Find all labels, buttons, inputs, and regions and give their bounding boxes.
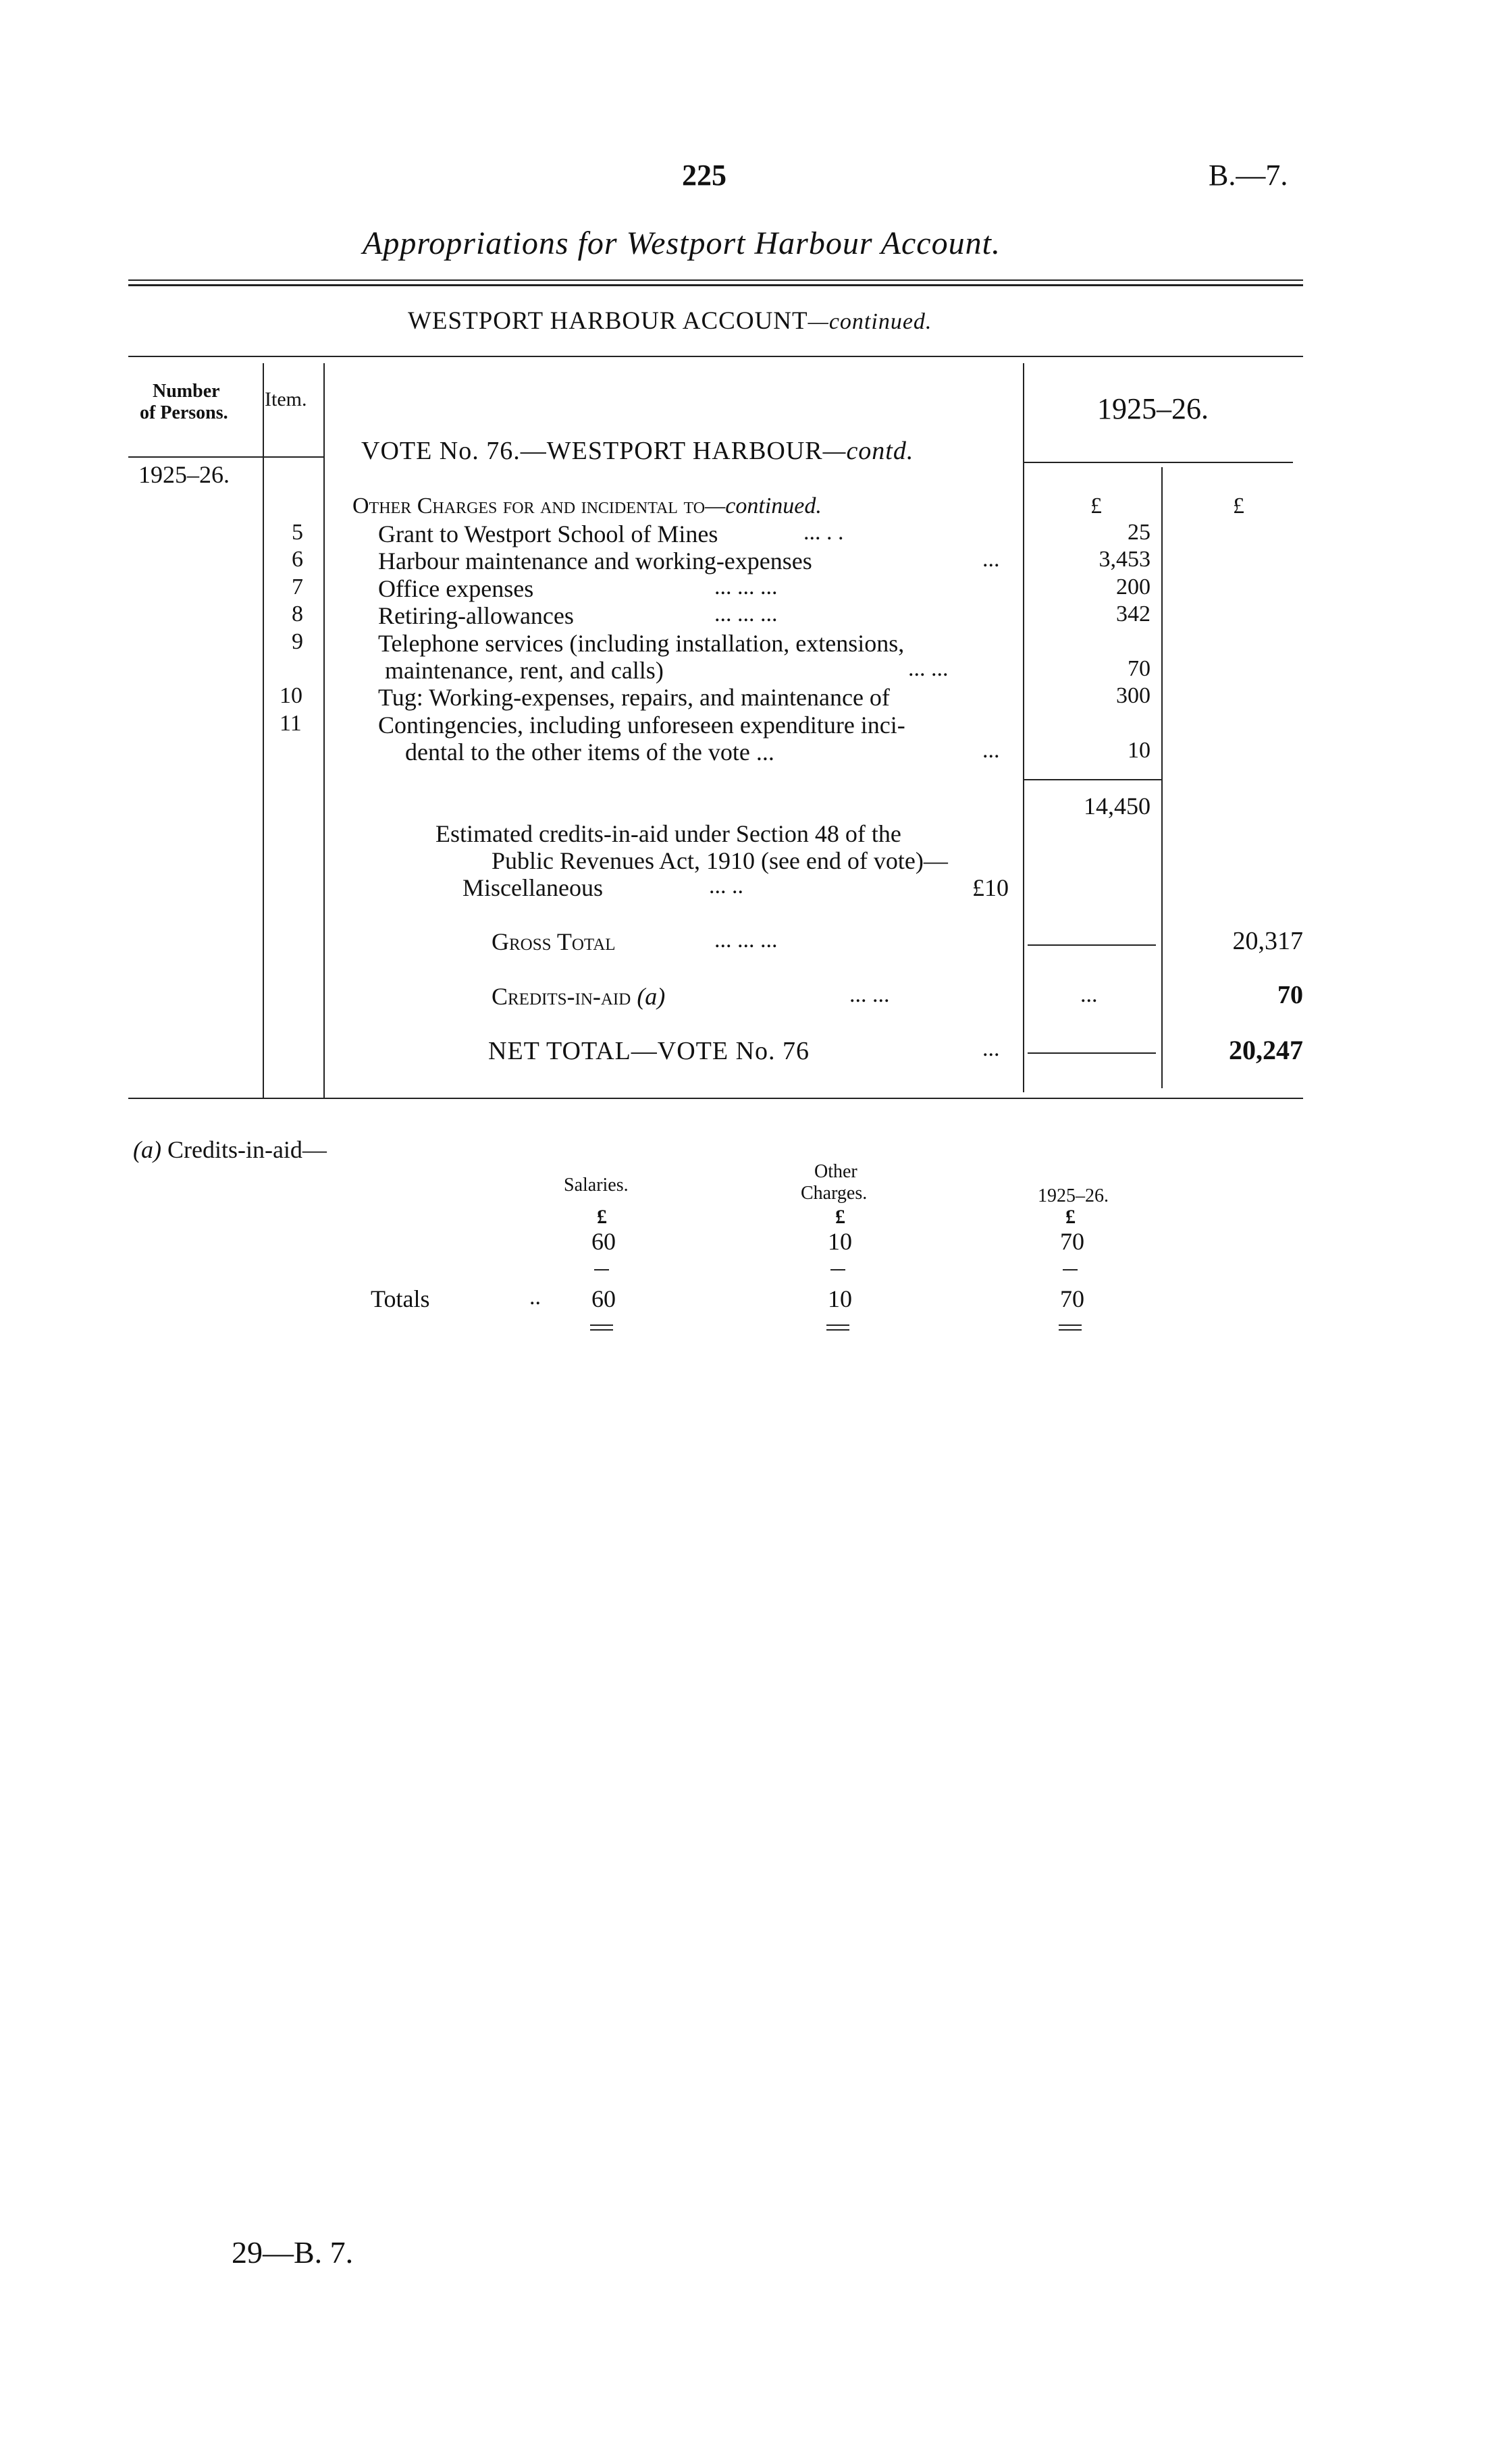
persons-year: 1925–26. [138, 461, 230, 488]
footnote-col-year: 1925–26. [1038, 1185, 1109, 1206]
item-description: Grant to Westport School of Mines [378, 520, 718, 547]
item-description: Telephone services (including installation, extensions, [378, 630, 905, 657]
account-subtitle [408, 306, 932, 336]
item-header-rule [263, 456, 323, 458]
vote-title [361, 436, 914, 466]
footnote-currency-year: £ [1065, 1206, 1076, 1228]
footnote-double-rule-other-b [826, 1329, 849, 1331]
item-number: 8 [292, 601, 303, 626]
footnote-value-salaries: 60 [591, 1228, 616, 1255]
col-header-persons-line1: Number [153, 381, 220, 402]
footnote-double-rule-year-a [1059, 1324, 1082, 1326]
footnote-col-salaries: Salaries. [564, 1175, 629, 1196]
page-title: Appropriations for Westport Harbour Account. [363, 225, 1001, 261]
item-amount: 342 [1116, 601, 1151, 626]
header-rule-thin [128, 279, 1303, 281]
col-header-persons-line2: of Persons. [140, 402, 228, 423]
credits-note-line2: Public Revenues Act, 1910 (see end of vote)— [492, 847, 948, 874]
net-total-value: 20,247 [1229, 1035, 1303, 1065]
gross-total-dash [1028, 944, 1156, 946]
item-amount: 25 [1128, 520, 1151, 545]
item-amount: 3,453 [1099, 547, 1151, 572]
dot-leader: ... ... [908, 656, 949, 681]
footnote-double-rule-salaries-a [590, 1324, 613, 1326]
gross-total-value: 20,317 [1232, 927, 1303, 955]
footnote-double-rule-year-b [1059, 1329, 1082, 1331]
item-number: 5 [292, 520, 303, 545]
persons-header-rule [128, 456, 263, 458]
item-description-continued: dental to the other items of the vote ... [405, 739, 774, 766]
footnote-rule-other [830, 1269, 845, 1270]
footnote-col-other-line1: Other [814, 1161, 857, 1182]
footnote-label [133, 1135, 327, 1164]
vote-title-suffix: —contd. [822, 437, 914, 465]
dot-leader: ... [982, 738, 1000, 763]
item-amount: 200 [1116, 574, 1151, 599]
item-description: Harbour maintenance and working-expenses [378, 547, 812, 574]
item-number: 10 [280, 683, 302, 708]
table-top-rule [128, 356, 1303, 357]
item-description: Office expenses [378, 575, 534, 602]
credits-in-aid-text: Credits-in-aid [492, 983, 631, 1010]
section-heading-main: Other Charges for and incidental to [352, 493, 706, 518]
footnote-text: Credits-in-aid— [167, 1136, 327, 1163]
currency-symbol-col2: £ [1233, 493, 1244, 518]
item-number: 11 [280, 711, 302, 736]
item-amount: 300 [1116, 683, 1151, 708]
footnote-currency-other: £ [835, 1206, 845, 1228]
dot-leader: ... ... ... [714, 601, 778, 626]
document-reference: B.—7. [1209, 159, 1288, 192]
footnote-col-other-line2: Charges. [801, 1183, 868, 1204]
credits-in-aid-col1: ... [1080, 982, 1098, 1007]
vote-title-main: VOTE No. 76.—WESTPORT HARBOUR [361, 437, 823, 465]
col-divider-desc [1023, 363, 1024, 1092]
item-number: 7 [292, 574, 303, 599]
credits-note-line1: Estimated credits-in-aid under Section 48 of the [435, 820, 901, 847]
footnote-total-salaries: 60 [591, 1285, 616, 1312]
item-description: Contingencies, including unforeseen expenditure inci- [378, 712, 905, 739]
footnote-double-rule-salaries-b [590, 1329, 613, 1331]
dot-leader: ... . . [803, 520, 844, 545]
item-number: 6 [292, 547, 303, 572]
item-amount: 70 [1128, 656, 1151, 681]
year-header-rule [1023, 462, 1293, 463]
item-number: 9 [292, 629, 303, 654]
table-bottom-rule [128, 1098, 1303, 1099]
col-divider-item [323, 363, 325, 1099]
gross-total-label: Gross Total [492, 928, 616, 955]
page-number: 225 [682, 159, 726, 192]
dot-leader: ... .. [709, 874, 743, 899]
item-description: Retiring-allowances [378, 602, 574, 629]
header-rule-thick [128, 284, 1303, 286]
footnote-currency-salaries: £ [597, 1206, 607, 1228]
dot-leader: ... ... ... [714, 928, 778, 953]
footnote-rule-salaries [594, 1269, 609, 1270]
net-total-label: NET TOTAL—VOTE No. 76 [488, 1037, 810, 1065]
footnote-totals-leader: .. [529, 1285, 541, 1310]
dot-leader: ... ... [849, 982, 890, 1007]
item-amount: 10 [1128, 738, 1151, 763]
signature-mark: 29—B. 7. [232, 2235, 354, 2270]
footnote-totals-label: Totals [371, 1285, 430, 1312]
footnote-total-year: 70 [1060, 1285, 1084, 1312]
dot-leader: ... ... ... [714, 574, 778, 599]
net-total-dash [1028, 1052, 1156, 1054]
item-description-continued: maintenance, rent, and calls) [385, 657, 664, 684]
credits-note-amount: £10 [972, 874, 1009, 901]
subtotal-amount: 14,450 [1084, 793, 1151, 820]
col-divider-amounts [1161, 467, 1163, 1088]
credits-in-aid-value: 70 [1277, 981, 1303, 1009]
footnote-value-year: 70 [1060, 1228, 1084, 1255]
footnote-ref: (a) [133, 1136, 161, 1163]
dot-leader: ... [982, 1036, 1000, 1061]
col-divider-persons [263, 363, 264, 1099]
credits-in-aid-label [492, 982, 665, 1011]
footnote-double-rule-other-a [826, 1324, 849, 1326]
subtotal-rule [1023, 779, 1161, 780]
footnote-rule-year [1063, 1269, 1078, 1270]
section-heading-suffix: —continued. [705, 493, 822, 518]
account-subtitle-suffix: —continued. [808, 309, 932, 334]
footnote-value-other: 10 [828, 1228, 852, 1255]
section-heading [352, 493, 822, 519]
currency-symbol-col1: £ [1090, 493, 1102, 518]
item-description: Tug: Working-expenses, repairs, and maintenance of [378, 684, 890, 711]
dot-leader: ... [982, 547, 1000, 572]
credits-note-line3: Miscellaneous [462, 874, 603, 901]
footnote-total-other: 10 [828, 1285, 852, 1312]
credits-in-aid-ref: (a) [637, 983, 666, 1010]
year-header: 1925–26. [1097, 392, 1209, 425]
col-header-item: Item. [265, 388, 307, 410]
account-subtitle-main: WESTPORT HARBOUR ACCOUNT [408, 307, 808, 335]
